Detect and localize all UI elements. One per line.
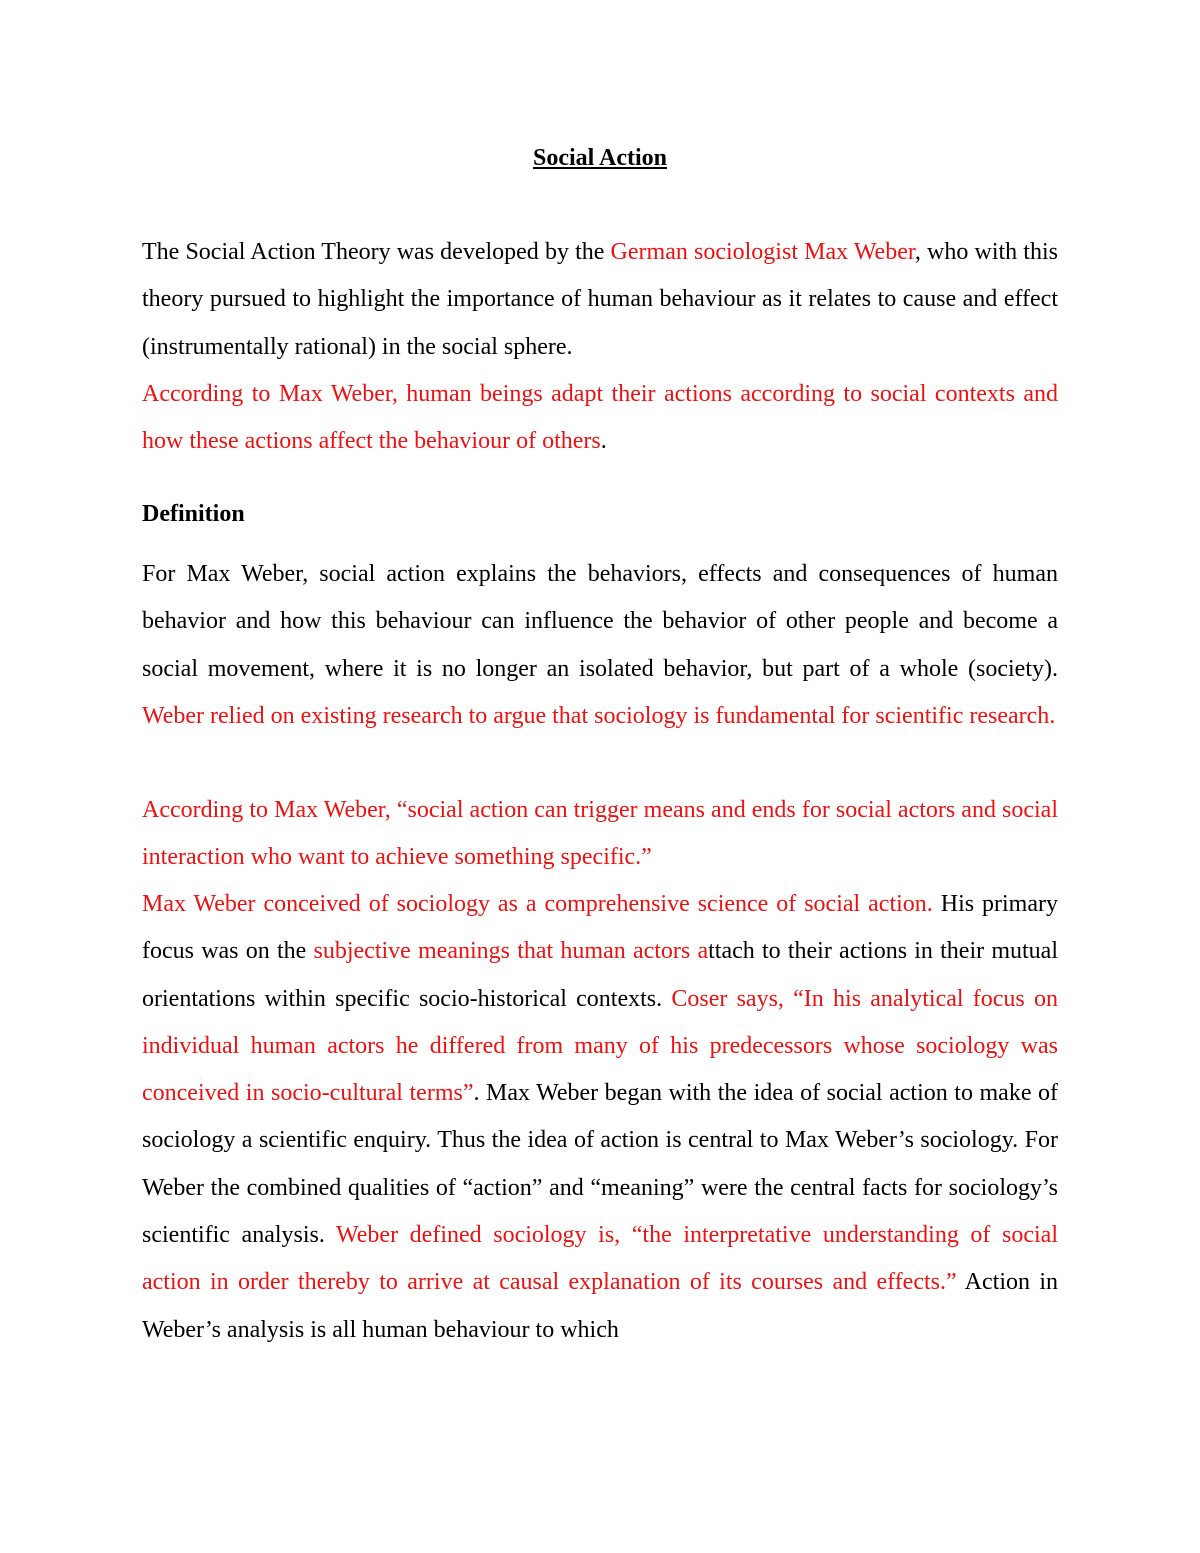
definition-paragraph-3 (142, 881, 1058, 1354)
definition-text-4: ttach to their actions in their mutual orientations within specific socio-historical contexts. (142, 938, 1058, 1012)
definition-highlight-6: Weber defined sociology is, “the interpretative understanding of social action in order thereby to arrive at causal explanation of its courses and effects.” (142, 1222, 1058, 1296)
definition-paragraph-2 (142, 787, 1058, 882)
definition-heading: Definition (142, 501, 245, 527)
intro-paragraph (142, 229, 1058, 371)
document-title: Social Action (532, 145, 667, 171)
definition-highlight-2: According to Max Weber, “social action can trigger means and ends for social actors and social interaction who want to achieve something specific.” (142, 797, 1058, 871)
intro-text-1: The Social Action Theory was developed by the (142, 239, 611, 265)
intro-text-2: , who with this theory pursued to highlight the importance of human behaviour as it relates to cause and effect (instrumentally rational) in the social sphere. (142, 239, 1058, 360)
definition-text-5: . Max Weber began with the idea of social action to make of sociology a scientific enquiry. Thus the idea of action is central to Max Weber’s sociology. For Weber the combined qualities of “action” and “meaning” were the central facts for sociology’s scientific analysis. (142, 1080, 1058, 1249)
intro-period: . (600, 428, 607, 455)
intro-highlight-1: German sociologist Max Weber (610, 239, 915, 265)
definition-highlight-3: Max Weber conceived of sociology as a comprehensive science of social action. (142, 891, 933, 917)
intro-paragraph-2 (142, 371, 1058, 466)
intro-highlight-2: According to Max Weber, human beings adapt their actions according to social contexts and how these actions affect the behaviour of others (142, 381, 1058, 455)
definition-highlight-4: subjective meanings that human actors a (313, 938, 709, 965)
definition-text-1: For Max Weber, social action explains the behaviors, effects and consequences of human behavior and how this behaviour can influence the behavior of other people and become a social movement, where it is no longer an isolated behavior, but part of a whole (society). (142, 561, 1058, 682)
definition-text-6: Action in Weber’s analysis is all human behaviour to which (142, 1269, 1058, 1343)
definition-highlight-1: Weber relied on existing research to argue that sociology is fundamental for scientific research. (142, 702, 1056, 729)
definition-text-3: His primary focus was on the (142, 891, 1058, 965)
definition-paragraph-1 (142, 551, 1058, 740)
definition-highlight-5: Coser says, “In his analytical focus on individual human actors he differed from many of his predecessors whose sociology was conceived in socio-cultural terms” (142, 985, 1058, 1107)
